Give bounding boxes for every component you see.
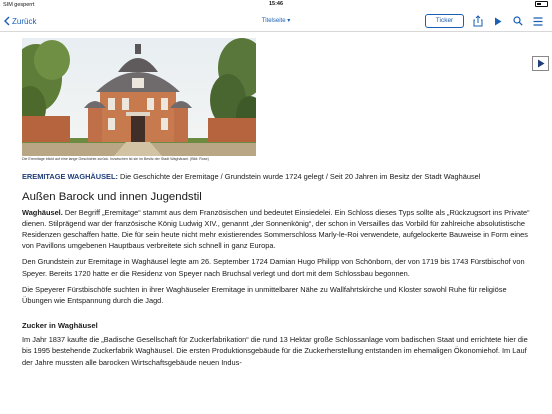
image-caption: Die Eremitage blickt auf eine lange Geschichte zurück. Inzwischen ist sie im Besitz der Stadt Waghäusel. (Bild: Rose) (22, 157, 209, 161)
section-title-dropdown[interactable] (262, 18, 290, 24)
article-paragraph (22, 334, 532, 368)
navigation-bar (0, 10, 552, 32)
clock: 15:46 (268, 1, 284, 7)
battery-icon (535, 1, 548, 7)
carrier-label: SIM gesperrt (3, 2, 35, 8)
back-button-label: Zurück (12, 16, 37, 26)
teaser-text: Die Geschichte der Eremitage / Grundstein wurde 1724 gelegt / Seit 20 Jahren im Besitz der Stadt Waghäusel (117, 172, 481, 181)
article-subheading: Zucker in Waghäusel (22, 321, 98, 331)
ticker-button[interactable]: Ticker (425, 14, 464, 28)
status-bar (0, 0, 552, 10)
teaser-kicker: EREMITAGE WAGHÄUSEL: (22, 172, 118, 181)
play-icon[interactable] (492, 15, 504, 27)
article-paragraph (22, 207, 532, 252)
article (22, 38, 532, 368)
share-icon[interactable] (472, 15, 484, 27)
article-image[interactable] (22, 38, 256, 156)
section-title: Titelseite (261, 18, 286, 24)
caret-down-icon: ▾ (287, 18, 291, 24)
article-paragraph (22, 256, 532, 278)
audio-play-button[interactable] (532, 56, 549, 71)
back-button[interactable] (4, 14, 36, 28)
article-headline: Außen Barock und innen Jugendstil (22, 190, 202, 203)
paragraph-text: Im Jahr 1837 kaufte die „Badische Gesellschaft für Zuckerfabrikation“ die rund 13 Hektar große Schlossanlage vom badischen Staat und errichtete hier die bis 1995 bestehende Zuckerfabrik Waghäusel. Die ersten Produktionsgebäude für die Zuckerherstellung entstanden im ehemaligen Ökonomiehof. Im Lauf der Jahre mussten alle barocken Wirtschaftsgebäude neuen Indus- (22, 335, 528, 367)
article-paragraph (22, 284, 532, 306)
menu-icon[interactable] (532, 15, 544, 27)
paragraph-text: Der Begriff „Eremitage“ stammt aus dem Französischen und bedeutet Einsiedelei. Ein Schloss dieses Typs sollte als „Rückzugsort ins Private“ dienen. Stilprägend war der französische König Ludwig XIV., genannt „der Sonnenkönig“, der schon in Versailles das Vorbild für zahlreiche absolutistische Residenzen geschaffen hatte. Die für sein heute nicht mehr existierendes Sommerschloss Marly-le-Roi verwendete, aufgelockerte Bauweise in Form eines von Pavillons umgebenen Hauptbaus verbreitete sich schnell in ganz Europa. (22, 207, 530, 251)
article-teaser (22, 172, 532, 183)
play-icon (537, 59, 545, 68)
paragraph-text: Die Speyerer Fürstbischöfe suchten in ihrer Waghäuseler Eremitage in unmittelbarer Nähe zu Wallfahrtskirche und Kloster sowohl Ruhe für religiöse Übungen wie Entspannung durch die Jagd. (22, 284, 507, 305)
paragraph-lead: Waghäusel. (22, 207, 63, 217)
search-icon[interactable] (512, 15, 524, 27)
paragraph-text: Den Grundstein zur Eremitage in Waghäusel legte am 26. September 1724 Damian Hugo Philipp von Schönborn, der von 1719 bis 1743 Fürstbischof von Speyer. Bereits 1720 hatte er die Residenz von Speyer nach Bruchsal verlegt und dort mit dem Schlossbau begonnen. (22, 257, 525, 278)
chevron-left-icon (4, 16, 10, 26)
